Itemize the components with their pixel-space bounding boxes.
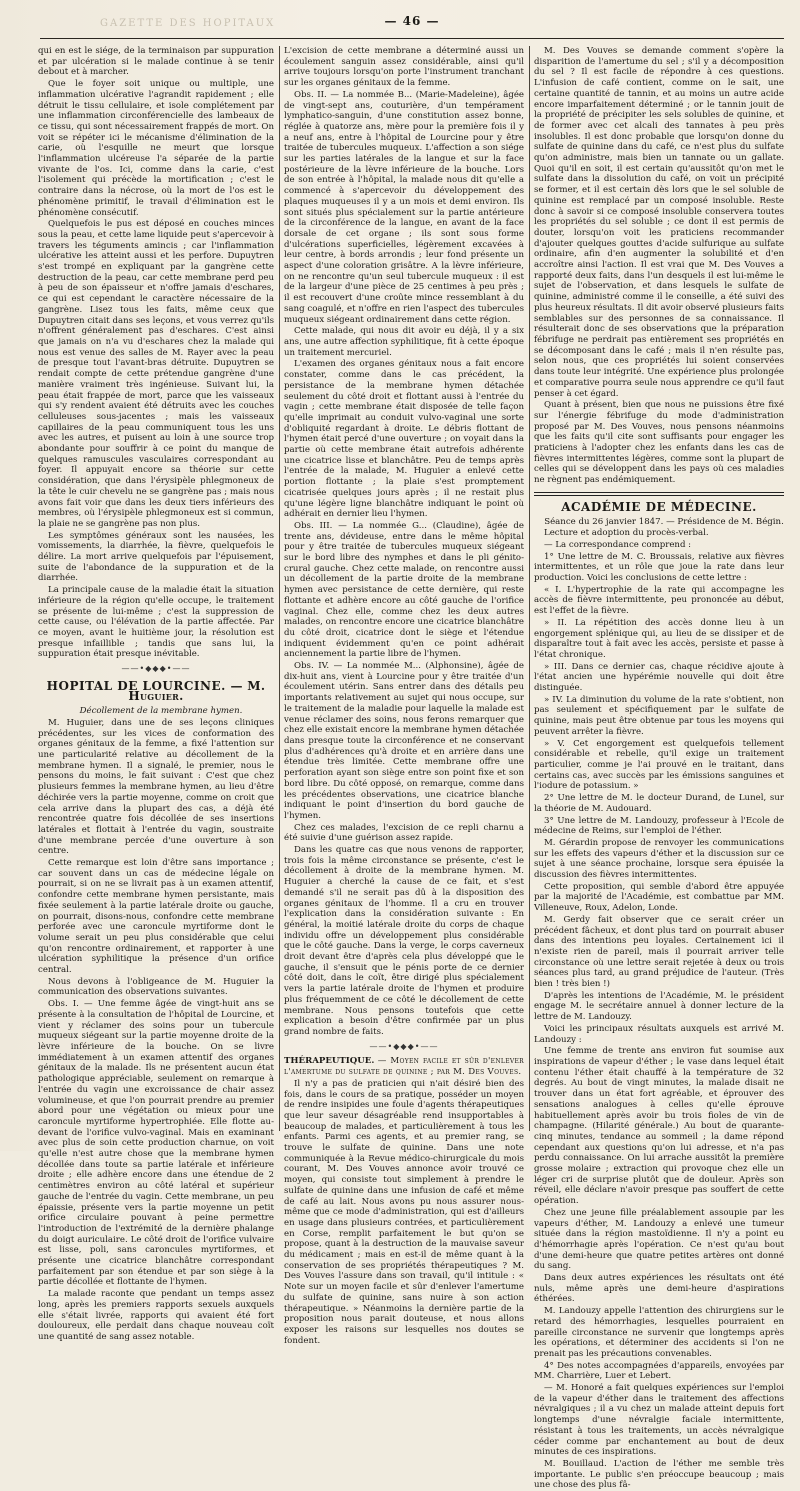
column-1: [38, 46, 274, 1342]
paragraph: Que le foyer soit unique ou multiple, une inflammation ulcérative l'agrandit rapidement ; elle détruit le tissu cellulaire, et isole complétement par une inflammation circonférencielle des lambeaux de ce tissu, qui sont nécessairement frappés de mort. On voit se répéter ici le mécanisme d'élimination de la carie, où l'esquille ne meurt que lorsque l'inflammation ulcéreuse l'a séparée de la partie vivante de l'os. Ici, comme dans la carie, c'est l'isolement qui précède la mortification ; c'est le contraire dans la nécrose, où la mort de l'os est le phénomène primitif, le travail d'élimination est le phénomène consécutif.: [38, 79, 274, 218]
section-heading-lourcine: [38, 678, 274, 704]
paragraph: Cette remarque est loin d'être sans importance ; car souvent dans un cas de médecine légale on pourrait, si on ne se livrait pas à un examen attentif, confondre cette membrane hymen persistante, mais fixée seulement à la partie latérale droite ou gauche, on pourrait, disons-nous, confondre cette membrane perforée avec une caroncule myrtiforme dont le volume serait un peu plus considérable que celui qu'on rencontre ordinairement, et rapporter à une ulcération syphilitique la présence d'un orifice central.: [38, 858, 274, 976]
section-heading-academie: ACADÉMIE DE MÉDECINE.: [561, 499, 757, 514]
column-divider-2: [529, 46, 530, 1131]
paragraph: M. Bouillaud. L'action de l'éther me semble très importante. Le public s'en préoccupe beaucoup ; mais une chose des plus fâ-: [534, 1459, 784, 1491]
paragraph: » V. Cet engorgement est quelquefois tellement considérable et rebelle, qu'il exige un traitement particulier, comme je l'ai prouvé en le traitant, dans certains cas, avec succès par les émissions sanguines et l'iodure de potassium. »: [534, 738, 784, 792]
paragraph: M. Gerdy fait observer que ce serait créer un précédent fâcheux, et dont plus tard on pourrait abuser dans des intentions peu loyales. Certainement ici il n'existe rien de pareil, mais il pourrait arriver telle circonstance où une lettre serait rejetée à deux ou trois séances plus tard, au grand préjudice de l'auteur. (Très bien ! très bien !): [534, 914, 784, 990]
paragraph: Il n'y a pas de praticien qui n'ait désiré bien des fois, dans le cours de sa pratique, posséder un moyen de rendre insipides une foule d'agents thérapeutiques que leur saveur désagréable rend insupportables à beaucoup de malades, et particulièrement à tous les enfants. Parmi ces agents, et au premier rang, se trouve le sulfate de quinine. Dans une note communiquée à la Revue médico-chirurgicale du mois courant, M. Des Vouves annonce avoir trouvé ce moyen, qui consiste tout simplement à prendre le sulfate de quinine dans une infusion de café et même de café au lait. Nous avons pu nous assurer nous-même que ce mode d'administration, qui est d'ailleurs en usage dans plusieurs contrées, et particulièrement en Corse, remplit parfaitement le but qu'on se propose, quant à la destruction de la mauvaise saveur du médicament ; mais en est-il de même quant à la conservation de ses propriétés thérapeutiques ? M. Des Vouves l'assure dans son travail, qu'il intitule : « Note sur un moyen facile et sûr d'enlever l'amertume du sulfate de quinine, sans nuire à son action thérapeutique. » Néanmoins la dernière partie de la proposition nous parait douteuse, et nous allons exposer les raisons sur lesquelles nos doutes se fondent.: [284, 1078, 524, 1346]
section-title: HOPITAL DE LOURCINE.: [46, 678, 226, 693]
paragraph: 1° Une lettre de M. C. Broussais, relative aux fièvres intermittentes, et un rôle que joue la rate dans leur production. Voici les conclusions de cette lettre :: [534, 551, 784, 584]
paragraph: Obs. II. — La nommée B... (Marie-Madeleine), âgée de vingt-sept ans, couturière, d'un tempérament lymphatico-sanguin, d'une constitution assez bonne, réglée à quatorze ans, mère pour la première fois il y a neuf ans, entre à l'hôpital de Lourcine pour y être traitée de tubercules muqueux. L'affection a son siége sur les parties latérales de la langue et sur la face postérieure de la lèvre inférieure de la bouche. Lors de son entrée à l'hôpital, la malade nous dit qu'elle a commencé à s'apercevoir du développement des plaques muqueuses il y a un mois et demi environ. Ils sont situés plus spécialement sur la partie antérieure de la circonférence de la langue, en avant de la face dorsale de cet organe ; ils sont sous forme d'ulcérations superficielles, légèrement excavées à leur centre, à bords arrondis ; leur fond présente un aspect d'une coloration grisâtre. A la lèvre inférieure, on ne rencontre qu'un seul tubercule muqueux : il est de la largeur d'une pièce de 25 centimes à peu près ; il est recouvert d'une croûte mince ressemblant à du sang coagulé, et n'offre en rien l'aspect des tubercules muqueux siégeant ordinairement dans cette région.: [284, 89, 524, 325]
section-double-rule: [534, 492, 784, 496]
paragraph: Obs. III. — La nommée G... (Claudine), âgée de trente ans, dévideuse, entre dans le même hôpital pour y être traitée de tubercules muqueux siégeant sur le bord libre des nymphes et dans le pli génito-crural gauche. Chez cette malade, on rencontre aussi un décollement de la partie droite de la membrane hymen avec persistance de cette dernière, qui reste flottante et adhère encore au côté gauche de l'orifice vaginal. Chez elle, comme chez les deux autres malades, on rencontre encore une cicatrice blanchâtre du côté droit, cicatrice dont le siège et l'étendue indiquent évidemment qu'en ce point adhérait anciennement la partie libre de l'hymen.: [284, 520, 524, 660]
paragraph: 2° Une lettre de M. le docteur Durand, de Lunel, sur la théorie de M. Audouard.: [534, 793, 784, 814]
column-divider-1: [279, 46, 280, 1131]
paragraph: Quelquefois le pus est déposé en couches minces sous la peau, et cette lame liquide peut s'apercevoir à travers les téguments amincis ; car l'inflammation ulcérative les atteint aussi et les perfore. Dupuytren s'est trompé en expliquant par la gangrène cette destruction de la peau, car cette membrane perd peu à peu de son épaisseur et n'offre jamais d'eschares, ce qui est cependant le caractère nécessaire de la gangrène. Lisez tous les faits, même ceux que Dupuytren citait dans ses leçons, et vous verrez qu'ils n'offrent généralement pas d'eschares. C'est ainsi que jamais on n'a vu d'eschares chez la malade qui nous est venue des salles de M. Rayer avec la peau de presque tout l'avant-bras détruite. Dupuytren se rendait compte de cette prétendue gangrène d'une manière vraiment très ingénieuse. Suivant lui, la peau était frappée de mort, parce que les vaisseaux qui s'y rendent avaient été détruits avec les couches celluleuses sous-jacentes ; mais les vaisseaux capillaires de la peau communiquent tous les uns avec les autres, et puisent au loin à une source trop abondante pour souffrir à ce point du manque de quelques ramuscules vasculaires correspondant au foyer. Il appuyait encore sa théorie sur cette considération, que dans l'érysipèle phlegmoneux de la tête le cuir chevelu ne se gangrène pas ; mais nous avons fait voir que dans les deux tiers inférieurs des membres, où l'érysipèle phlegmoneux est si commun, la plaie ne se gangrène pas non plus.: [38, 219, 274, 529]
paragraph: M. Landouzy appelle l'attention des chirurgiens sur le retard des hémorrhagies, lesquelles pourraient en pareille circonstance ne survenir que longtemps après les opérations, et déterminer des accidents si l'on ne prenait pas les précautions convenables.: [534, 1306, 784, 1359]
paragraph: Une femme de trente ans environ fut soumise aux inspirations de vapeur d'éther ; le vase dans lequel était contenu l'éther était chauffé à la température de 32 degrés. Au bout de vingt minutes, la malade disait ne trouver dans un état fort agréable, et éprouver des sensations analogues à celles qu'elle éprouve habituellement après avoir bu trois fioles de vin de champagne. (Hilarité générale.) Au bout de quarante-cinq minutes, tendance au sommeil ; la dame répond cependant aux questions qu'on lui adresse, et n'a pas perdu connaissance. On lui arrache aussitôt la première grosse molaire ; extraction qui provoque chez elle un léger cri de surprise plutôt que de douleur. Après son réveil, elle déclare n'avoir presque pas souffert de cette opération.: [534, 1046, 784, 1207]
paragraph: Voici les principaux résultats auxquels est arrivé M. Landouzy :: [534, 1023, 784, 1045]
page-header: [40, 14, 784, 44]
section-subtitle: Décollement de la membrane hymen.: [79, 706, 243, 717]
paragraph: M. Huguier, dans une de ses leçons cliniques précédentes, sur les vices de conformation des organes génitaux de la femme, a fixé l'attention sur une particularité relative au décollement de la membrane hymen. Il a signalé, le premier, nous le pensons du moins, le fait suivant : C'est que chez plusieurs femmes la membrane hymen, au lieu d'être déchirée vers la partie moyenne, comme on croit que cela arrive dans la plupart des cas, a déjà été rencontrée quatre fois décollée de ses insertions latérales et flottait à l'entrée du vagin, soustraite d'une membrane percée d'une ouverture à son centre.: [38, 717, 274, 857]
paragraph: 3° Une lettre de M. Landouzy, professeur à l'Ecole de médecine de Reims, sur l'emploi de l'éther.: [534, 815, 784, 837]
paragraph: » IV. La diminution du volume de la rate s'obtient, non pas seulement et spécifiquement par le sulfate de quinine, mais peut être obtenue par tous les moyens qui peuvent arrêter la fièvre.: [534, 694, 784, 737]
paragraph: La malade raconte que pendant un temps assez long, après les premiers rapports sexuels auxquels elle s'était livrée, rapports qui avaient été fort douloureux, elle perdait dans chaque nouveau coït une quantité de sang assez notable.: [38, 1289, 274, 1342]
paragraph: Cette malade, qui nous dit avoir eu déjà, il y a six ans, une autre affection syphilitique, fit à cette époque un traitement mercuriel.: [284, 326, 524, 358]
paragraph: Chez ces malades, l'excision de ce repli charnu a été suivie d'une guérison assez rapide.: [284, 822, 524, 844]
section-heading-text: — Moyen facile et sûr d'enlever l'amertume du sulfate de quinine ; par M. Des Vouves.: [284, 1056, 524, 1078]
paragraph: » II. La répétition des accès donne lieu à un engorgement splénique qui, au lieu de se dissiper et de disparaître tout à fait avec les accès, persiste et passe à l'état chronique.: [534, 617, 784, 660]
paragraph: D'après les intentions de l'Académie, M. le président engage M. le secrétaire annuel à donner lecture de la lettre de M. Landouzy.: [534, 990, 784, 1023]
paragraph: 4° Des notes accompagnées d'appareils, envoyées par MM. Charrière, Luer et Lebert.: [534, 1360, 784, 1382]
column-3: [534, 46, 784, 1491]
page-number: — 46 —: [384, 14, 440, 28]
paragraph: — M. Honoré a fait quelques expériences sur l'emploi de la vapeur d'éther dans le traitement des affections névralgiques ; il a vu chez un malade atteint depuis fort longtemps d'une névralgie faciale intermittente, résistant à tous les traitements, un accès névralgique céder comme par enchantement au bout de deux minutes de ces inspirations.: [534, 1383, 784, 1458]
paragraph: La principale cause de la maladie était la situation inférieure de la région qu'elle occupe, le traitement se présente de lui-même ; c'est la suppression de cette cause, ou l'élévation de la partie affectée. Par ce moyen, avant le huitième jour, la résolution est presque infaillible ; tandis que sans lui, la suppuration était presque inévitable.: [38, 585, 274, 660]
paragraph: Les symptômes généraux sont les nausées, les vomissements, la diarrhée, la fièvre, quelquefois le délire. La mort arrive quelquefois par l'épuisement, suite de l'abondance de la suppuration et de la diarrhée.: [38, 530, 274, 584]
paragraph: Dans les quatre cas que nous venons de rapporter, trois fois la même circonstance se présente, c'est le décollement à droite de la membrane hymen. M. Huguier a cherché la cause de ce fait, et s'est demandé s'il ne serait pas dû à la disposition des organes génitaux de l'homme. Il a cru en trouver l'explication dans la considération suivante : En général, la moitié latérale droite du corps de chaque individu offre un développement plus considérable que le côté gauche. Dans la verge, le corps caverneux droit devant être d'après cela plus développé que le gauche, il s'ensuit que le pénis porte de ce dernier côté doit, dans le coït, être dirigé plus spécialement vers la partie latérale droite de l'hymen et produire plus fréquemment de ce côté le décollement de cette membrane. Nous pensons toutefois que cette explication a besoin d'être confirmée par un plus grand nombre de faits.: [284, 845, 524, 1037]
paragraph: M. Des Vouves se demande comment s'opère la disparition de l'amertume du sel ; s'il y a décomposition du sel ? Il est facile de répondre à ces questions. L'infusion de café contient, comme on le sait, une certaine quantité de tannin, et au moins un autre acide encore imparfaitement déterminé ; or le tannin jouit de la propriété de précipiter les sels solubles de quinine, et de former avec cet alcali des tannates à peu près insolubles. Il est donc probable que lorsqu'on donne du sulfate de quinine dans du café, ce n'est plus du sulfate qu'on administre, mais bien un tannate ou un gallate. Quoi qu'il en soit, il est certain qu'aussitôt qu'on met le sulfate dans la dissolution du café, on voit un précipité se former, et il est certain dès lors que le sel soluble de quinine est remplacé par un composé insoluble. Reste donc à savoir si ce composé insoluble conservera toutes les propriétés du sel soluble ; ce dont il est permis de douter, lorsqu'on voit les praticiens recommander d'ajouter quelques gouttes d'acide sulfurique au sulfate ordinaire, afin d'en augmenter la solubilité et d'en accroître ainsi l'action. Il est vrai que M. Des Vouves a rapporté deux faits, dans l'un desquels il est lui-même le sujet de l'observation, et dans lesquels le sulfate de quinine, administré comme il le conseille, a été suivi des plus heureux résultats. Il dit avoir observé plusieurs faits semblables sur des personnes de sa connaissance. Il résulterait donc de ses observations que la préparation fébrifuge ne perdrait pas entièrement ses propriétés en se décomposant dans le café ; mais il n'en résulte pas, selon nous, que ces propriétés lui soient conservées dans toute leur intégrité. Une expérience plus prolongée et comparative pourra seule nous apprendre ce qu'il faut penser à cet égard.: [534, 46, 784, 399]
bleed-through-text: GAZETTE DES HOPITAUX: [100, 18, 276, 29]
paragraph: M. Gérardin propose de renvoyer les communications sur les effets des vapeurs d'éther et la discussion sur ce sujet à une séance prochaine, lorsque sera épuisée la discussion des fièvres intermittentes.: [534, 837, 784, 881]
column-2: [284, 46, 524, 1346]
ornament-divider: ——•◆◆◆•——: [369, 1041, 439, 1051]
section-author: — M. Huguier.: [128, 678, 266, 704]
paragraph: Lecture et adoption du procès-verbal.: [544, 528, 709, 539]
paragraph: L'excision de cette membrane a déterminé aussi un écoulement sanguin assez considérable, ainsi qu'il arrive toujours lorsqu'on porte l'instrument tranchant sur les organes génitaux de la femme.: [284, 46, 524, 89]
header-rule: [40, 38, 784, 39]
ornament-divider: ——•◆◆◆•——: [121, 664, 191, 674]
paragraph: Quant à présent, bien que nous ne puissions être fixé sur l'énergie fébrifuge du mode d'administration proposé par M. Des Vouves, nous pensons néanmoins que les faits qu'il cite sont suffisants pour engager les praticiens à l'adopter chez les enfants dans les cas de fièvres intermittentes légères, comme sont la plupart de celles qui se développent dans les pays où ces maladies ne règnent pas endémiquement.: [534, 400, 784, 486]
paragraph: Chez une jeune fille préalablement assoupie par les vapeurs d'éther, M. Landouzy a enlevé une tumeur située dans la région mastoïdienne. Il n'y a point eu d'hémorrhagie après l'opération. Ce n'est qu'au bout d'une demi-heure que quatre petites artères ont donné du sang.: [534, 1207, 784, 1272]
paragraph: Dans deux autres expériences les résultats ont été nuls, même après une demi-heure d'aspirations éthérées.: [534, 1273, 784, 1305]
paragraph: Nous devons à l'obligeance de M. Huguier la communication des observations suivantes.: [38, 976, 274, 998]
section-title: THÉRAPEUTIQUE.: [284, 1056, 375, 1067]
paragraph: — La correspondance comprend :: [544, 539, 692, 550]
paragraph: L'examen des organes génitaux nous a fait encore constater, comme dans le cas précédent, la persistance de la membrane hymen détachée seulement du côté droit et flottant aussi à l'entrée du vagin ; cette membrane était disposée de telle façon qu'elle imprimait au conduit vulvo-vaginal une sorte d'obliquité regardant à droite. Le débris flottant de l'hymen était percé d'une ouverture ; on voyait dans la partie où cette membrane était autrefois adhérente une cicatrice lisse et blanchâtre. Peu de temps après l'entrée de la malade, M. Huguier a enlevé cette portion flottante ; la plaie s'est promptement cicatrisée quelques jours après ; il ne restait plus qu'une légère ligne blanchâtre indiquant le point où adhérait en dernier lieu l'hymen.: [284, 359, 524, 520]
therapeutique-heading: [284, 1056, 524, 1077]
paragraph: qui en est le siége, de la terminaison par suppuration et par ulcération si le malade continue à se tenir debout et à marcher.: [38, 46, 274, 78]
paragraph: Obs. I. — Une femme âgée de vingt-huit ans se présente à la consultation de l'hôpital de Lourcine, et vient y réclamer des soins pour un tubercule muqueux siégeant sur la partie moyenne droite de la lèvre inférieure de la bouche. On se livre immédiatement à un examen attentif des organes génitaux de la malade. Ils ne présentent aucun état pathologique appréciable, seulement on remarque à l'entrée du vagin une excroissance de chair assez volumineuse, et que l'on pourrait prendre au premier abord pour une végétation ou mieux pour une caroncule myrtiforme hypertrophiée. Elle flotte au-devant de l'orifice vulvo-vaginal. Mais en examinant avec plus de soin cette production charnue, on voit qu'elle n'est autre chose que la membrane hymen décollée dans toute sa partie latérale et inférieure droite ; elle adhère encore dans une étendue de 2 centimètres environ au côté latéral et supérieur gauche de l'entrée du vagin. Cette membrane, un peu épaissie, présente vers la partie moyenne un petit orifice circulaire pouvant à peine permettre l'introduction de l'extrémité de la dernière phalange du doigt auriculaire. Le côté droit de l'orifice vulvaire est lisse, poli, sans caroncules myrtiformes, et présente une cicatrice blanchâtre correspondant parfaitement par son étendue et par son siège à la partie décollée et flottante de l'hymen.: [38, 999, 274, 1288]
paragraph: Obs. IV. — La nommée M... (Alphonsine), âgée de dix-huit ans, vient à Lourcine pour y être traitée d'un écoulement utérin. Sans entrer dans des détails peu importants relativement au sujet qui nous occupe, sur le traitement de la maladie pour laquelle la malade est venue réclamer des soins, nous ferons remarquer que chez elle existait encore la membrane hymen détachée dans presque toute la circonférence et ne conservant plus d'adhérences qu'à droite et en arrière dans une étendue très limitée. Cette membrane offre une perforation ayant son siège entre son point fixe et son bord libre. Du côté opposé, on remarque, comme dans les précédentes observations, une cicatrice blanche indiquant le point d'insertion du bord gauche de l'hymen.: [284, 661, 524, 821]
paragraph: « I. L'hypertrophie de la rate qui accompagne les accès de fièvre intermittente, peu prononcée au début, est l'effet de la fièvre.: [534, 584, 784, 617]
session-line: Séance du 26 janvier 1847. — Présidence de M. Bégin.: [544, 516, 784, 527]
paragraph: » III. Dans ce dernier cas, chaque récidive ajoute à l'état ancien une hypérémie nouvelle qui doit être distinguée.: [534, 661, 784, 694]
paragraph: Cette proposition, qui semble d'abord être appuyée par la majorité de l'Académie, est combattue par MM. Villeneuve, Roux, Adelon, Londe.: [534, 881, 784, 914]
